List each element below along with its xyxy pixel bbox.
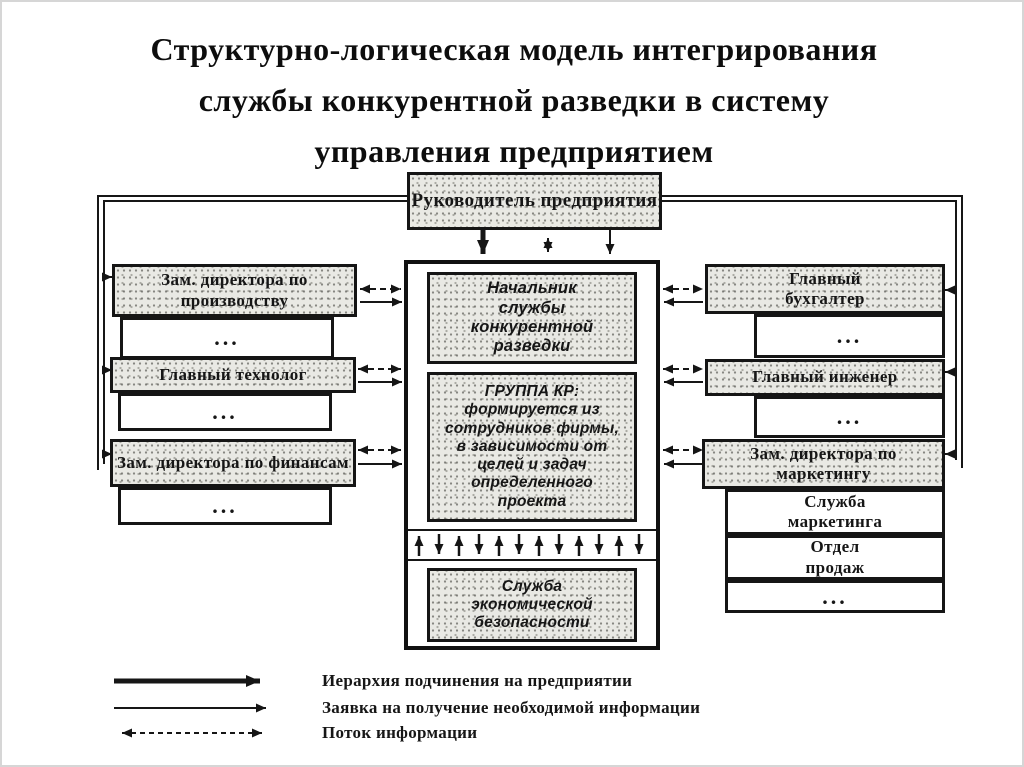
director-to-service-arrows xyxy=(483,230,610,254)
box-ci-head: Начальник службы конкурентной разведки xyxy=(427,272,637,364)
box-chief-technologist: Главный технолог xyxy=(110,357,356,393)
box-deputy-production: Зам. директора по производству xyxy=(112,264,357,317)
box-deputy-finance: Зам. директора по финансам xyxy=(110,439,356,487)
box-marketing-sub-dots: ... xyxy=(725,580,945,613)
box-chief-accountant-sub: ... xyxy=(754,314,945,358)
box-sales-department: Отдел продаж xyxy=(725,535,945,580)
box-economic-security: Служба экономической безопасности xyxy=(427,568,637,642)
box-marketing-service: Служба маркетинга xyxy=(725,489,945,535)
legend-label-request: Заявка на получение необходимой информации xyxy=(322,698,701,717)
title-line-3: управления предприятием xyxy=(314,133,714,169)
box-ci-group: ГРУППА КР: формируется из сотрудников фирмы, в зависимости от целей и задач определенного проекта xyxy=(427,372,637,522)
legend-label-hierarchy: Иерархия подчинения на предприятии xyxy=(322,671,633,690)
legend-arrows xyxy=(114,681,266,733)
box-deputy-marketing: Зам. директора по маркетингу xyxy=(702,439,945,489)
title-line-1: Структурно-логическая модель интегрирования xyxy=(150,31,878,67)
box-director: Руководитель предприятия xyxy=(407,172,662,230)
box-chief-engineer: Главный инженер xyxy=(705,359,945,396)
box-deputy-finance-sub: ... xyxy=(118,487,332,525)
box-chief-accountant: Главный бухгалтер xyxy=(705,264,945,314)
legend-label-info-flow: Поток информации xyxy=(322,723,478,742)
box-chief-engineer-sub: ... xyxy=(754,396,945,438)
box-deputy-production-sub: ... xyxy=(120,317,334,359)
box-chief-technologist-sub: ... xyxy=(118,393,332,431)
title-line-2: службы конкурентной разведки в систему xyxy=(198,82,830,118)
